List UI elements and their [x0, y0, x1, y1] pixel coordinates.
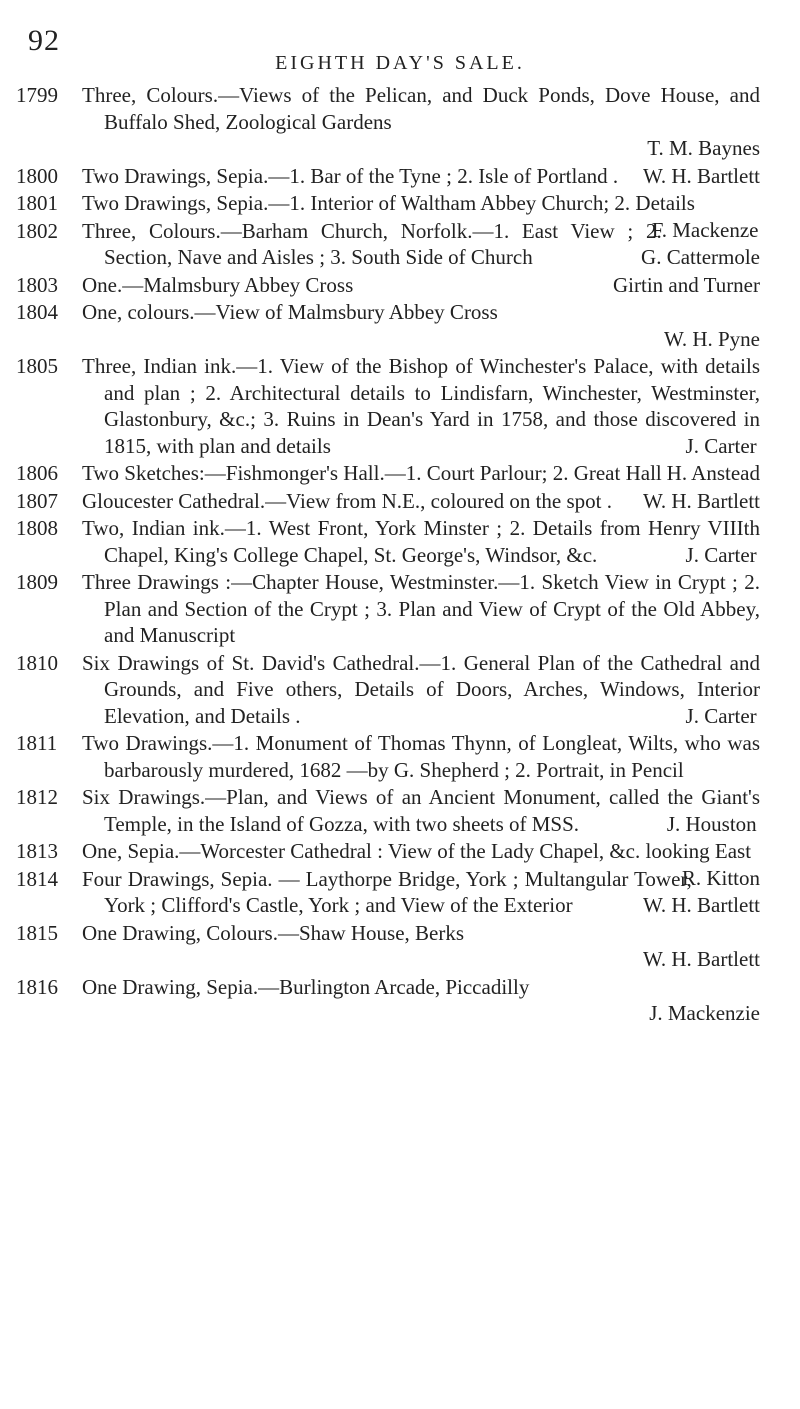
running-head: EIGHTH DAY'S SALE. — [275, 52, 525, 74]
lot-entry — [0, 353, 800, 459]
lot-description: Two Drawings, Sepia.—1. Bar of the Tyne ; 2. Isle of Portland . — [82, 163, 619, 188]
lot-description: Three, Colours.—Views of the Pelican, and Duck Ponds, Dove House, and Buffalo Shed, Zoological Gardens — [82, 83, 760, 134]
lot-description: One Drawing, Colours.—Shaw House, Berks — [82, 920, 465, 945]
lot-entry — [0, 569, 800, 649]
lot-number: 1808 — [16, 516, 58, 540]
lot-entry — [0, 218, 800, 271]
lot-number: 1813 — [16, 839, 58, 863]
lot-artist: J. Mackenzie — [649, 1001, 760, 1025]
lot-number: 1811 — [16, 731, 58, 755]
lot-number: 1799 — [16, 83, 58, 107]
lot-description: Three Drawings :—Chapter House, Westminster.—1. Sketch View in Crypt ; 2. Plan and Section of the Crypt ; 3. Plan and View of Crypt of the Old Abbey, and Manuscript — [82, 570, 760, 647]
lot-number: 1814 — [16, 866, 58, 891]
lot-artist: W. H. Pyne — [663, 326, 760, 351]
lot-number: 1806 — [16, 461, 58, 485]
lot-artist: J. Houston — [666, 811, 757, 836]
lot-number: 1816 — [16, 974, 58, 999]
lot-entry — [0, 163, 800, 190]
lot-description: Two, Indian ink.—1. West Front, York Minster ; 2. Details from Henry VIIIth Chapel, King's College Chapel, St. George's, Windsor, &c. — [82, 516, 760, 567]
lot-entry — [0, 920, 800, 973]
lot-entry — [0, 866, 800, 919]
lot-entry — [0, 784, 800, 837]
lot-artist: J. Carter — [685, 703, 757, 728]
lot-artist: W. H. Bartlett — [642, 893, 760, 917]
page-number: 92 — [28, 24, 60, 57]
lot-artist: W. H. Bartlett — [642, 488, 760, 513]
lot-artist: Girtin and Turner — [613, 272, 760, 297]
lot-entry — [0, 82, 800, 162]
lot-number: 1805 — [16, 354, 58, 378]
lot-number: 1800 — [16, 163, 58, 188]
lot-description: Gloucester Cathedral.—View from N.E., coloured on the spot . — [82, 488, 613, 513]
lot-entry — [0, 299, 800, 352]
lot-number: 1809 — [16, 570, 58, 594]
lot-artist: W. H. Bartlett — [642, 947, 760, 971]
lot-artist: T. M. Baynes — [647, 136, 760, 160]
lot-description: Two Drawings.—1. Monument of Thomas Thynn, of Longleat, Wilts, who was barbarously murdered, 1682 —by G. Shepherd ; 2. Portrait, in Pencil — [82, 731, 760, 782]
lot-artist: H. Anstead — [666, 461, 760, 485]
lot-entry — [0, 272, 800, 299]
lot-number: 1810 — [16, 650, 58, 675]
lot-artist: W. H. Bartlett — [642, 163, 760, 188]
lot-description: One, colours.—View of Malmsbury Abbey Cross — [82, 300, 498, 324]
lot-artist: J. Carter — [685, 433, 757, 458]
lot-description: Two Sketches:—Fishmonger's Hall.—1. Court Parlour; 2. Great Hall — [82, 461, 662, 485]
lot-number: 1801 — [16, 191, 58, 215]
lot-entry — [0, 460, 800, 487]
lot-entry — [0, 515, 800, 568]
lot-entry — [0, 650, 800, 730]
lot-description: One Drawing, Sepia.—Burlington Arcade, Piccadilly — [82, 974, 530, 999]
lot-description: Three, Colours.—Barham Church, Norfolk.—1. East View ; 2. Section, Nave and Aisles ; 3. South Side of Church — [82, 218, 662, 269]
lot-number: 1803 — [16, 272, 58, 297]
lot-description: Two Drawings, Sepia.—1. Interior of Waltham Abbey Church; 2. Details — [82, 191, 695, 215]
lot-description: Six Drawings of St. David's Cathedral.—1. General Plan of the Cathedral and Grounds, and Five others, Details of Doors, Arches, Windows, Interior Elevation, and Details . — [82, 650, 760, 728]
lot-artist: F. Mackenze — [651, 217, 759, 242]
lot-artist: R. Kitton — [681, 865, 760, 890]
lot-description: One, Sepia.—Worcester Cathedral : View of the Lady Chapel, &c. looking East — [82, 839, 752, 863]
lot-description: Four Drawings, Sepia. — Laythorpe Bridge, York ; Multangular Tower, York ; Clifford's Castle, York ; and View of the Exterior — [82, 866, 692, 917]
lot-description: Three, Indian ink.—1. View of the Bishop of Winchester's Palace, with details and plan ; 2. Architectural details to Lindisfarn, Winchester, Westminster, Glastonbury, &c.; 3. Ruins in Dean's Yard in 1758, and those discovered in 1815, with plan and details — [82, 354, 760, 458]
lot-entry — [0, 730, 800, 783]
lot-number: 1807 — [16, 488, 58, 513]
lot-entry — [0, 974, 800, 1027]
lot-number: 1815 — [16, 920, 58, 945]
lot-description: Six Drawings.—Plan, and Views of an Ancient Monument, called the Giant's Temple, in the Island of Gozza, with two sheets of MSS. — [82, 785, 760, 836]
lot-description: One.—Malmsbury Abbey Cross — [82, 272, 354, 297]
lot-entry — [0, 488, 800, 515]
lot-artist: G. Cattermole — [641, 245, 760, 269]
lot-artist: J. Carter — [685, 542, 757, 567]
lot-number: 1812 — [16, 785, 58, 809]
lot-number: 1804 — [16, 300, 58, 324]
lot-number: 1802 — [16, 218, 58, 243]
lot-list — [0, 82, 800, 1028]
